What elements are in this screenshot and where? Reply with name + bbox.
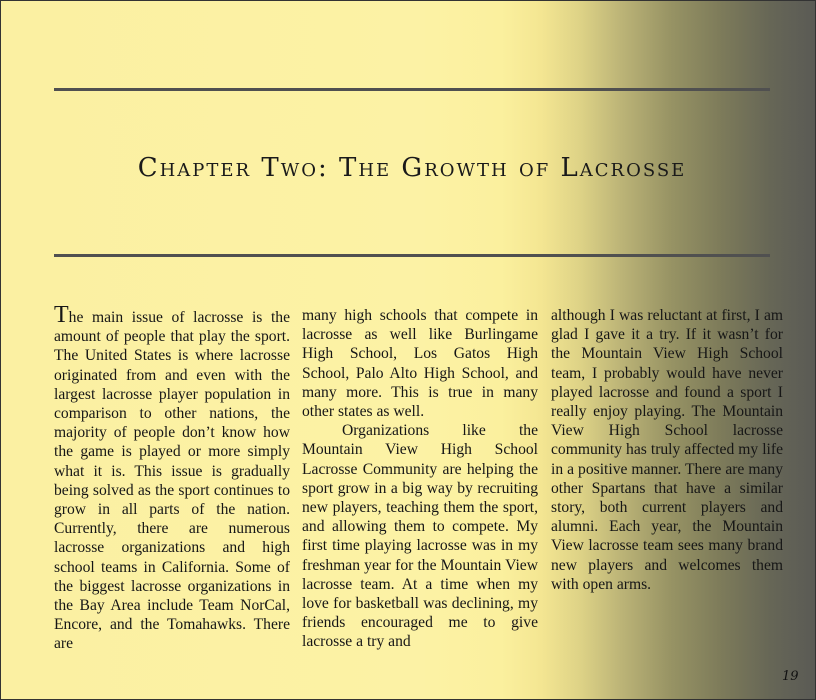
chapter-title: Chapter Two: The Growth of Lacrosse	[137, 153, 687, 183]
column-3	[551, 306, 783, 594]
paragraph: Organizations like the Mountain View High School Lacrosse Community are helping the sport grow in a big way by recruiting new players, teaching them the sport, and allowing them to compete. My first time playing lacrosse was in my freshman year for the Mountain View lacrosse team. At a time when my love for basketball was declining, my friends encouraged me to give lacrosse a try and	[302, 422, 538, 651]
bottom-divider	[54, 254, 770, 257]
paragraph-text: he main issue of lacrosse is the amount of people that play the sport. The United States is where lacrosse originated from and even with the largest lacrosse player population in comparison to other nations, the majority of people don’t know how the game is played or more simply what it is. This issue is gradually being solved as the sport continues to grow in all parts of the nation. Currently, there are numerous lacrosse organizations and high school teams in California. Some of the biggest lacrosse organizations in the Bay Area include Team NorCal, Encore, and the Tomahawks. There are	[54, 309, 290, 653]
paragraph: although I was reluctant at first, I am glad I gave it a try. If it wasn’t for the Mountain View High School team, I probably would have never played lacrosse and found a sport I really enjoy playing. The Mountain View High School lacrosse community has truly affected my life in a positive manner. There are many other Spartans that have a similar story, both current players and alumni. Each year, the Mountain View lacrosse team sees many brand new players and welcomes them with open arms.	[551, 307, 783, 593]
paragraph	[54, 302, 290, 654]
page-number: 19	[782, 669, 799, 684]
paragraph: many high schools that compete in lacrosse as well like Burlingame High School, Los Gatos High School, Palo Alto High School, and many more. This is true in many other states as well.	[302, 307, 538, 421]
column-2	[302, 306, 538, 652]
column-1	[54, 302, 290, 654]
top-divider	[54, 88, 770, 91]
drop-cap: T	[54, 302, 69, 328]
